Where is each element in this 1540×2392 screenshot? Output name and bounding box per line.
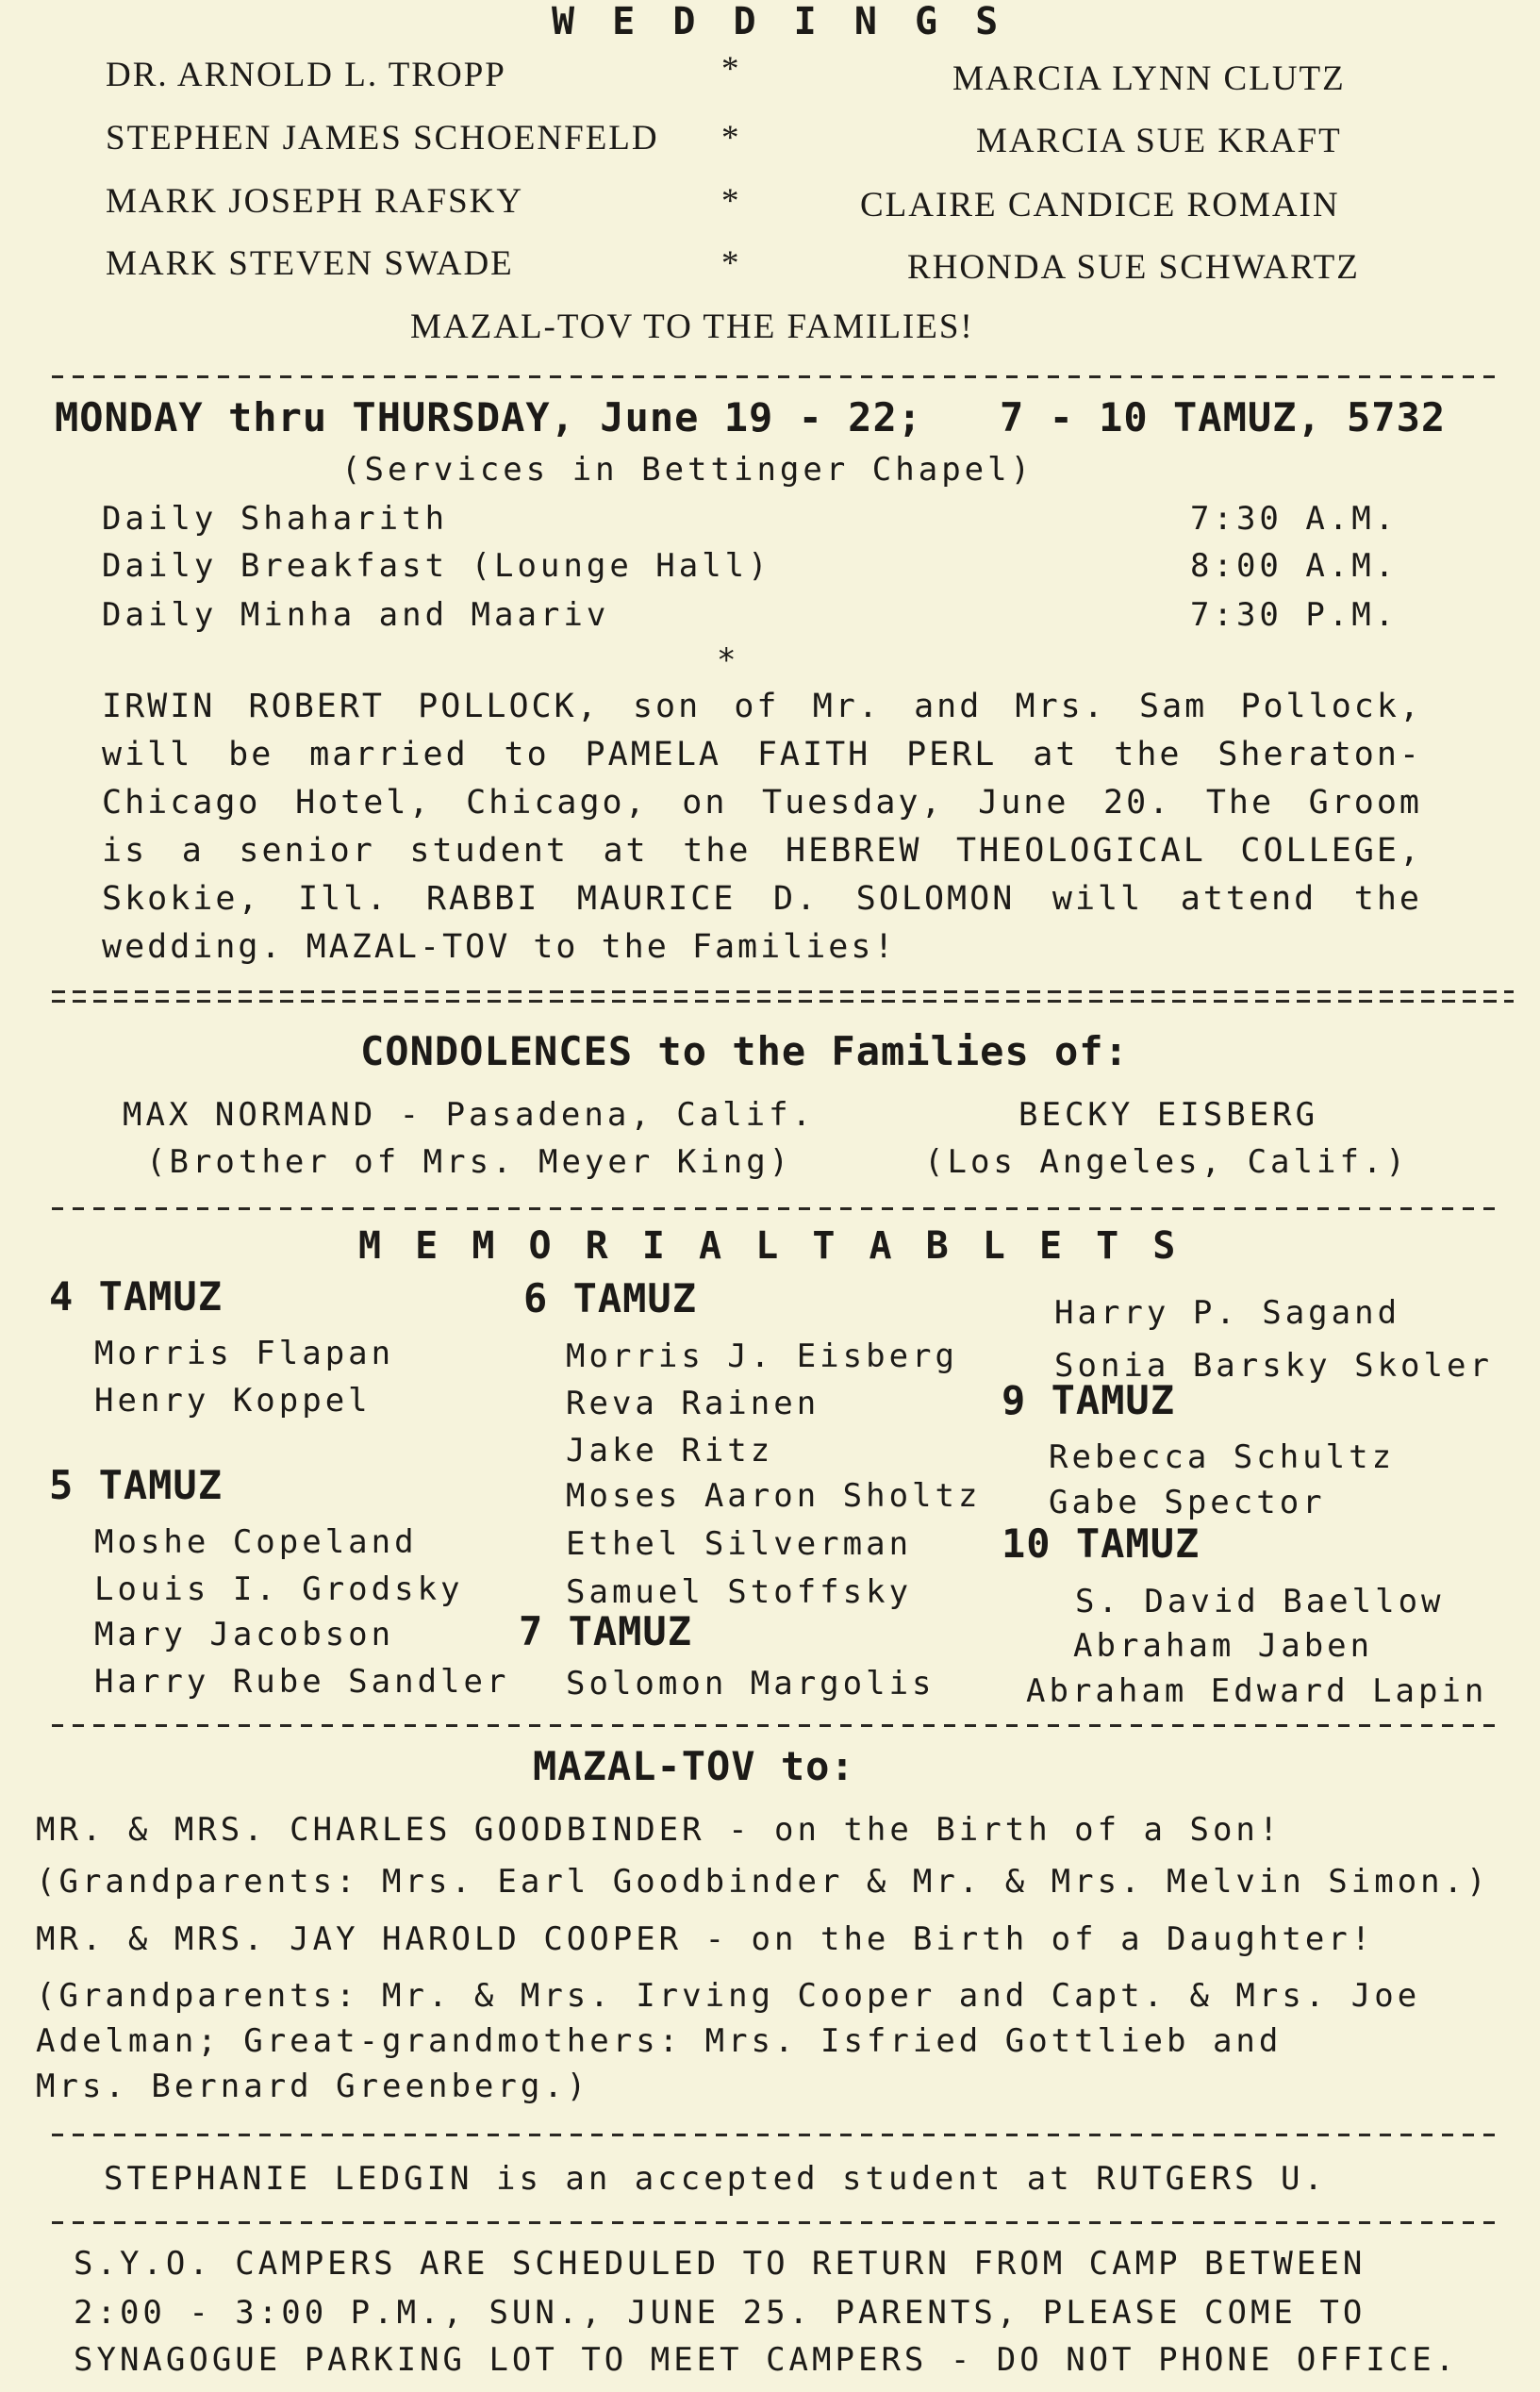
wedding-separator: *: [721, 244, 741, 283]
syo-line: SYNAGOGUE PARKING LOT TO MEET CAMPERS - DO NOT PHONE OFFICE.: [74, 2341, 1459, 2379]
weddings-mazal-tov: MAZAL-TOV TO THE FAMILIES!: [410, 307, 974, 346]
memorial-date: 4 TAMUZ: [49, 1273, 224, 1320]
wedding-groom: STEPHEN JAMES SCHOENFELD: [106, 119, 659, 158]
weddings-title: W E D D I N G S: [552, 0, 1006, 43]
mazal-line: (Grandparents: Mr. & Mrs. Irving Cooper and Capt. & Mrs. Joe: [36, 1977, 1421, 2015]
services-star: *: [717, 641, 740, 679]
wedding-separator: *: [721, 119, 741, 158]
memorial-name: Jake Ritz: [566, 1432, 774, 1470]
divider: [52, 2134, 1495, 2136]
mazal-title: MAZAL-TOV to:: [533, 1743, 855, 1789]
memorial-name: Abraham Jaben: [1073, 1627, 1374, 1665]
memorial-name: Moshe Copeland: [94, 1523, 418, 1561]
wedding-separator: *: [721, 50, 741, 89]
announcement-line: is a senior student at the HEBREW THEOLOGICAL COLLEGE,: [102, 832, 1422, 870]
wedding-groom: DR. ARNOLD L. TROPP: [106, 56, 506, 94]
memorial-name: Henry Koppel: [94, 1382, 372, 1420]
memorial-name: Mary Jacobson: [94, 1616, 395, 1653]
services-location: (Services in Bettinger Chapel): [341, 451, 1035, 489]
mazal-line: (Grandparents: Mrs. Earl Goodbinder & Mr. & Mrs. Melvin Simon.): [36, 1863, 1490, 1901]
memorial-name: Abraham Edward Lapin: [1026, 1672, 1488, 1710]
announcement-line: IRWIN ROBERT POLLOCK, son of Mr. and Mrs. Sam Pollock,: [102, 688, 1422, 725]
memorial-title: M E M O R I A L T A B L E T S: [358, 1224, 1182, 1268]
condolence-name: BECKY EISBERG: [1018, 1096, 1319, 1134]
memorial-name: Solomon Margolis: [566, 1665, 936, 1703]
memorial-name: Gabe Spector: [1049, 1484, 1326, 1521]
condolence-name: MAX NORMAND - Pasadena, Calif.: [123, 1096, 816, 1134]
syo-line: 2:00 - 3:00 P.M., SUN., JUNE 25. PARENTS, PLEASE COME TO: [74, 2294, 1366, 2332]
announcement-line: Skokie, Ill. RABBI MAURICE D. SOLOMON will attend the: [102, 880, 1422, 918]
memorial-date: 6 TAMUZ: [523, 1275, 698, 1321]
memorial-date: 7 TAMUZ: [519, 1608, 693, 1654]
schedule-item-time: 7:30 A.M.: [1190, 500, 1399, 538]
wedding-bride: CLAIRE CANDICE ROMAIN: [860, 186, 1340, 224]
announcement-line: wedding. MAZAL-TOV to the Families!: [102, 928, 897, 966]
memorial-name: Reva Rainen: [566, 1385, 820, 1422]
memorial-name: Morris J. Eisberg: [566, 1337, 958, 1375]
divider: [52, 1207, 1495, 1210]
mazal-line: MR. & MRS. JAY HAROLD COOPER - on the Birth of a Daughter!: [36, 1920, 1375, 1958]
wedding-separator: *: [721, 182, 741, 221]
double-divider: [52, 990, 1514, 1004]
schedule-item-name: Daily Minha and Maariv: [102, 596, 610, 634]
memorial-date: 10 TAMUZ: [1002, 1520, 1201, 1567]
mazal-line: Adelman; Great-grandmothers: Mrs. Isfried Gottlieb and: [36, 2022, 1283, 2060]
memorial-name: Ethel Silverman: [566, 1525, 913, 1563]
condolences-title: CONDOLENCES to the Families of:: [360, 1028, 1129, 1074]
divider: [52, 1724, 1495, 1727]
announcement-line: will be married to PAMELA FAITH PERL at the Sheraton-: [102, 736, 1422, 773]
wedding-bride: MARCIA SUE KRAFT: [976, 122, 1342, 160]
pollock-announcement: [102, 683, 1422, 972]
memorial-name: Louis I. Grodsky: [94, 1570, 464, 1608]
memorial-name: S. David Baellow: [1075, 1583, 1445, 1620]
condolence-relation: (Brother of Mrs. Meyer King): [146, 1143, 793, 1181]
student-announcement: STEPHANIE LEDGIN is an accepted student at RUTGERS U.: [104, 2160, 1327, 2198]
schedule-item-name: Daily Breakfast (Lounge Hall): [102, 547, 771, 585]
schedule-item-time: 8:00 A.M.: [1190, 547, 1399, 585]
memorial-name: Morris Flapan: [94, 1335, 395, 1372]
mazal-line: MR. & MRS. CHARLES GOODBINDER - on the Birth of a Son!: [36, 1811, 1283, 1849]
memorial-date: 9 TAMUZ: [1002, 1377, 1176, 1423]
memorial-name: Sonia Barsky Skoler: [1054, 1347, 1493, 1385]
wedding-groom: MARK STEVEN SWADE: [106, 244, 514, 283]
services-heading-hebrew: 7 - 10 TAMUZ, 5732: [1000, 394, 1447, 440]
memorial-name: Harry Rube Sandler: [94, 1663, 510, 1701]
memorial-name: Rebecca Schultz: [1049, 1438, 1396, 1476]
memorial-name: Harry P. Sagand: [1054, 1294, 1401, 1332]
memorial-name: Samuel Stoffsky: [566, 1573, 913, 1611]
announcement-line: Chicago Hotel, Chicago, on Tuesday, June 20. The Groom: [102, 784, 1422, 822]
wedding-bride: MARCIA LYNN CLUTZ: [952, 59, 1346, 98]
divider: [52, 375, 1495, 378]
condolence-relation: (Los Angeles, Calif.): [924, 1143, 1409, 1181]
divider: [52, 2221, 1495, 2224]
memorial-date: 5 TAMUZ: [49, 1462, 224, 1508]
mazal-line: Mrs. Bernard Greenberg.): [36, 2068, 590, 2105]
wedding-bride: RHONDA SUE SCHWARTZ: [907, 248, 1360, 287]
wedding-groom: MARK JOSEPH RAFSKY: [106, 182, 524, 221]
syo-line: S.Y.O. CAMPERS ARE SCHEDULED TO RETURN FROM CAMP BETWEEN: [74, 2245, 1366, 2283]
schedule-item-time: 7:30 P.M.: [1190, 596, 1399, 634]
memorial-name: Moses Aaron Sholtz: [566, 1477, 982, 1515]
schedule-item-name: Daily Shaharith: [102, 500, 449, 538]
services-heading-dates: MONDAY thru THURSDAY, June 19 - 22;: [55, 394, 923, 440]
